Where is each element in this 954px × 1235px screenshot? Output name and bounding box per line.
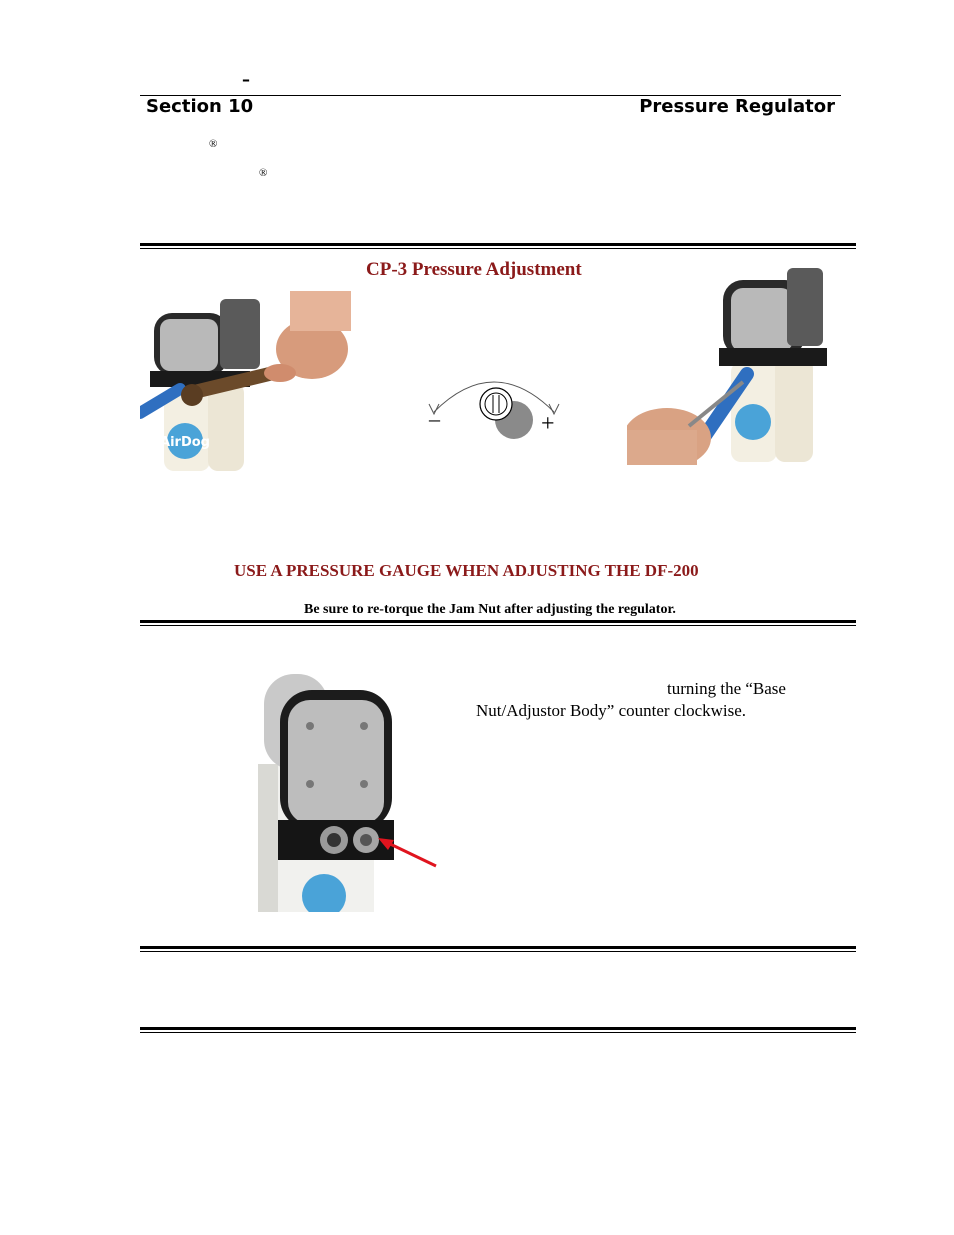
plus-label: + [541, 411, 555, 437]
header-rule [140, 95, 841, 96]
note-text: Be sure to re-torque the Jam Nut after adjusting the regulator. [304, 602, 676, 617]
warning-text: USE A PRESSURE GAUGE WHEN ADJUSTING THE DF-200 [234, 561, 699, 580]
body-text-line: turning the “Base [667, 679, 786, 698]
section-divider [140, 946, 856, 952]
section-divider [140, 1027, 856, 1033]
body-text-line: Nut/Adjustor Body” counter clockwise. [476, 701, 747, 720]
red-arrow [374, 836, 440, 870]
registered-mark: ® [259, 167, 268, 179]
registered-mark: ® [209, 138, 218, 150]
section-divider [140, 620, 856, 626]
adjustment-title: CP-3 Pressure Adjustment [366, 259, 582, 280]
wrench-photo [140, 291, 351, 479]
section-label: Section 10 [146, 96, 254, 117]
svg-text:AirDog: AirDog [160, 435, 210, 450]
minus-label: – [429, 406, 440, 431]
hand-photo [627, 262, 830, 465]
page-title: Pressure Regulator [639, 96, 835, 117]
header-top-mark: – [242, 70, 250, 89]
regulator-photo [258, 674, 394, 912]
section-divider [140, 243, 856, 249]
